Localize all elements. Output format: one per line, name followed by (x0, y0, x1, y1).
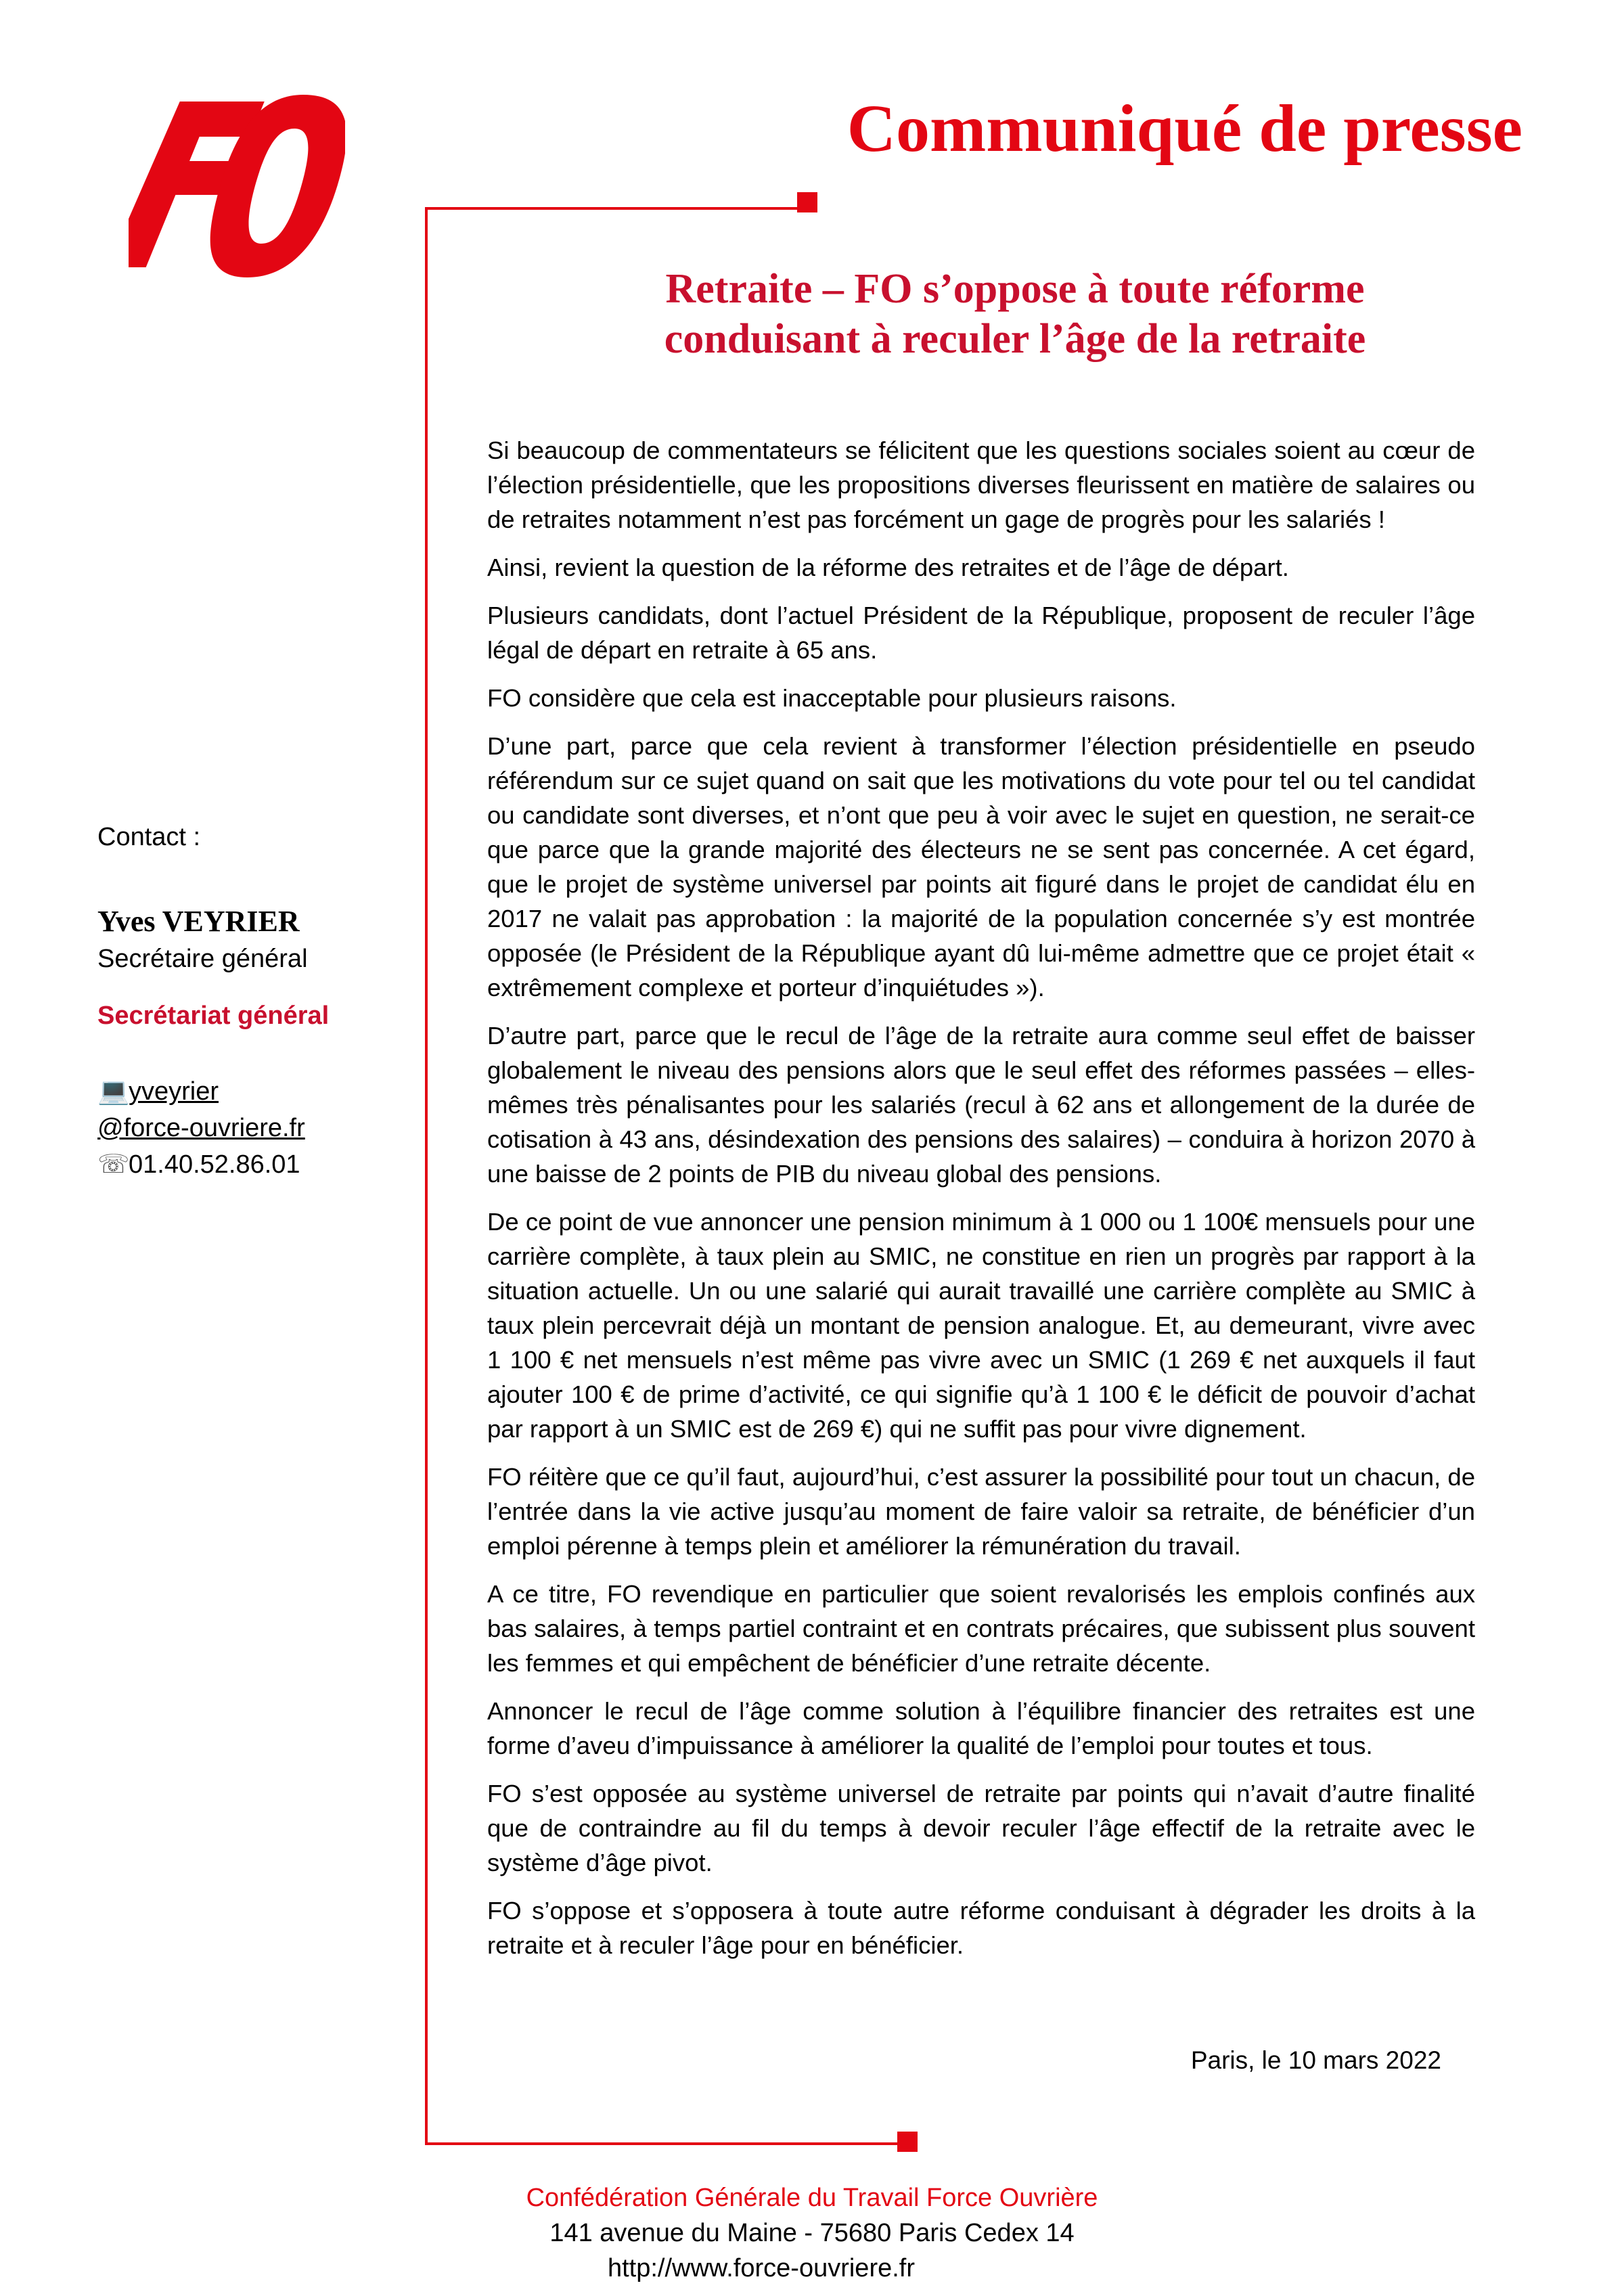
body-paragraph: Si beaucoup de commentateurs se félicitent que les questions sociales soient au cœur de l’élection présidentielle, que les propositions diverses fleurissent en matière de salaires ou de retraites notamment n’est pas forcément un gage de progrès pour les salariés ! (487, 436, 1475, 533)
press-release-body (487, 433, 1475, 1976)
contact-phone (97, 1146, 395, 1183)
body-paragraph: FO considère que cela est inacceptable pour plusieurs raisons. (487, 684, 1177, 712)
body-paragraph: Plusieurs candidats, dont l’actuel Président de la République, proposent de reculer l’âge légal de départ en retraite à 65 ans. (487, 602, 1475, 664)
contact-name: Yves VEYRIER (97, 905, 300, 938)
headline-line-1: Retraite – FO s’oppose à toute réforme (665, 266, 1365, 312)
body-paragraph: De ce point de vue annoncer une pension minimum à 1 000 ou 1 100€ mensuels pour une carrière complète, à taux plein au SMIC, ne constitue en rien un progrès par rapport à la situation actuelle. Un ou une salarié qui aurait travaillé une carrière complète au SMIC à taux plein percevrait déjà un montant de pension analogue. Et, au demeurant, vivre avec 1 100 € net mensuels n’est même pas vivre avec un SMIC (1 269 € net auxquels il faut ajouter 100 € de prime d’activité, ce qui signifie qu’à 1 100 € le déficit de pouvoir d’achat par rapport à un SMIC est de 269 €) qui ne suffit pas pour vivre dignement. (487, 1208, 1475, 1443)
contact-department: Secrétariat général (97, 1001, 330, 1030)
body-paragraph: D’une part, parce que cela revient à transformer l’élection présidentielle en pseudo référendum sur ce sujet quand on sait que les motivations du vote pour tel ou tel candidat ou candidate sont diverses, et n’ont que peu à voir avec le sujet en question, ne serait-ce que parce que la grande majorité des électeurs ne se sent pas concernée. A cet égard, que le projet de système universel par points ait figuré dans le projet de candidat élu en 2017 ne valait pas approbation : la majorité de la population concernée s’y est montrée opposée (le Président de la République ayant dû lui-même admettre que ce projet était « extrêmement complexe et porteur d’inquiétudes »). (487, 732, 1475, 1001)
contact-role: Secrétaire général (97, 945, 308, 973)
contact-email-user[interactable]: yveyrier (129, 1077, 219, 1106)
frame-bottom-square (897, 2132, 918, 2152)
footer-address: 141 avenue du Maine - 75680 Paris Cedex 14 (549, 2219, 1075, 2247)
footer-organization: Confédération Générale du Travail Force Ouvrière (526, 2184, 1098, 2212)
body-paragraph: FO s’est opposée au système universel de retraite par points qui n’avait d’autre finalité que de contraindre au fil du temps à devoir reculer l’âge effectif de la retraite avec le système d’âge pivot. (487, 1780, 1475, 1876)
frame-top-line (425, 207, 804, 210)
body-paragraph: A ce titre, FO revendique en particulier que soient revalorisés les emplois confinés aux bas salaires, à temps partiel contraint et en contrats précaires, que subissent plus souvent les femmes et qui empêchent de bénéficier d’une retraite décente. (487, 1580, 1475, 1677)
headline (460, 264, 1570, 365)
contact-email-domain[interactable]: @force-ouvriere.fr (97, 1114, 305, 1142)
telephone-icon: ☏ (97, 1150, 130, 1179)
body-paragraph: Annoncer le recul de l’âge comme solution à l’équilibre financier des retraites est une forme d’aveu d’impuissance à améliorer la qualité de l’emploi pour toutes et tous. (487, 1697, 1475, 1759)
body-paragraph: FO réitère que ce qu’il faut, aujourd’hui, c’est assurer la possibilité pour tout un chacun, de l’entrée dans la vie active jusqu’au moment de faire valoir sa retraite, de bénéficier d’un emploi pérenne à temps plein et améliorer la rémunération du travail. (487, 1463, 1475, 1560)
body-paragraph: FO s’oppose et s’opposera à toute autre réforme conduisant à dégrader les droits à la retraite et à reculer l’âge pour en bénéficier. (487, 1897, 1475, 1959)
footer-website-link[interactable]: http://www.force-ouvriere.fr (607, 2254, 916, 2282)
fo-logo (129, 88, 345, 291)
place-and-date: Paris, le 10 mars 2022 (1190, 2046, 1441, 2074)
contact-label: Contact : (97, 823, 201, 851)
contact-email-domain-line[interactable] (97, 1110, 395, 1146)
body-paragraph: D’autre part, parce que le recul de l’âge de la retraite aura comme seul effet de baisser globalement le niveau des pensions alors que le seul effet des réformes passées – elles-mêmes très pénalisantes pour les salariés (recul à 62 ans et allongement de la durée de cotisation à 43 ans, désindexation des pensions des salaires) – conduira à horizon 2070 à une baisse de 2 points de PIB du niveau global des pensions. (487, 1022, 1475, 1188)
frame-top-square (797, 192, 817, 212)
contact-email[interactable] (97, 1073, 395, 1110)
headline-line-2: conduisant à reculer l’âge de la retraite (664, 316, 1366, 363)
body-paragraph: Ainsi, revient la question de la réforme des retraites et de l’âge de départ. (487, 554, 1289, 581)
laptop-icon: 💻 (97, 1077, 130, 1106)
contact-block (97, 819, 395, 1183)
page-title: Communiqué de presse (847, 91, 1522, 166)
frame-bottom-line (425, 2142, 912, 2145)
contact-phone-number: 01.40.52.86.01 (129, 1150, 300, 1179)
frame-left-line (425, 207, 428, 2145)
footer (0, 2180, 1624, 2286)
